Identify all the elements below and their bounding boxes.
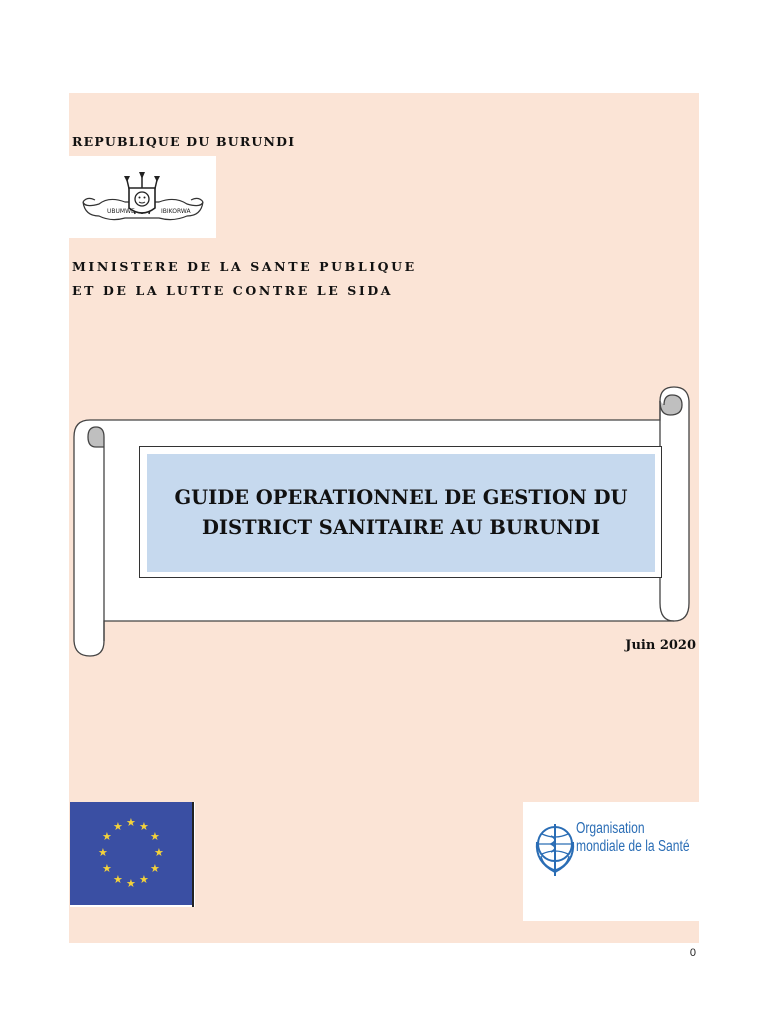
svg-text:IBIKORWA: IBIKORWA [161, 208, 191, 215]
title-line-2: DISTRICT SANITAIRE AU BURUNDI [202, 516, 600, 539]
svg-text:★: ★ [113, 820, 123, 833]
eu-flag-logo [70, 802, 195, 907]
ministry-line-1: MINISTERE DE LA SANTE PUBLIQUE [72, 259, 417, 274]
burundi-coat-of-arms [69, 156, 216, 238]
svg-text:★: ★ [150, 862, 160, 875]
who-logo [523, 802, 699, 921]
svg-text:★: ★ [126, 877, 136, 890]
publication-date: Juin 2020 [625, 638, 696, 653]
who-name-line-2: mondiale de la Santé [576, 838, 690, 855]
svg-text:★: ★ [139, 873, 149, 886]
ministry-heading [72, 255, 417, 303]
svg-text:★: ★ [126, 816, 136, 829]
title-line-1: GUIDE OPERATIONNEL DE GESTION DU [174, 486, 628, 509]
page-number: 0 [689, 947, 696, 959]
who-name [576, 820, 690, 856]
document-title [147, 454, 655, 572]
svg-text:★: ★ [113, 873, 123, 886]
ministry-line-2: ET DE LA LUTTE CONTRE LE SIDA [72, 283, 394, 298]
who-emblem-icon [531, 812, 581, 882]
country-heading: REPUBLIQUE DU BURUNDI [72, 134, 296, 149]
svg-text:★: ★ [154, 846, 164, 859]
svg-text:UBUMWE: UBUMWE [107, 208, 135, 215]
svg-text:★: ★ [102, 830, 112, 843]
svg-text:★: ★ [98, 846, 108, 859]
svg-text:★: ★ [139, 820, 149, 833]
svg-text:★: ★ [150, 830, 160, 843]
svg-text:★: ★ [102, 862, 112, 875]
who-name-line-1: Organisation [576, 820, 645, 837]
